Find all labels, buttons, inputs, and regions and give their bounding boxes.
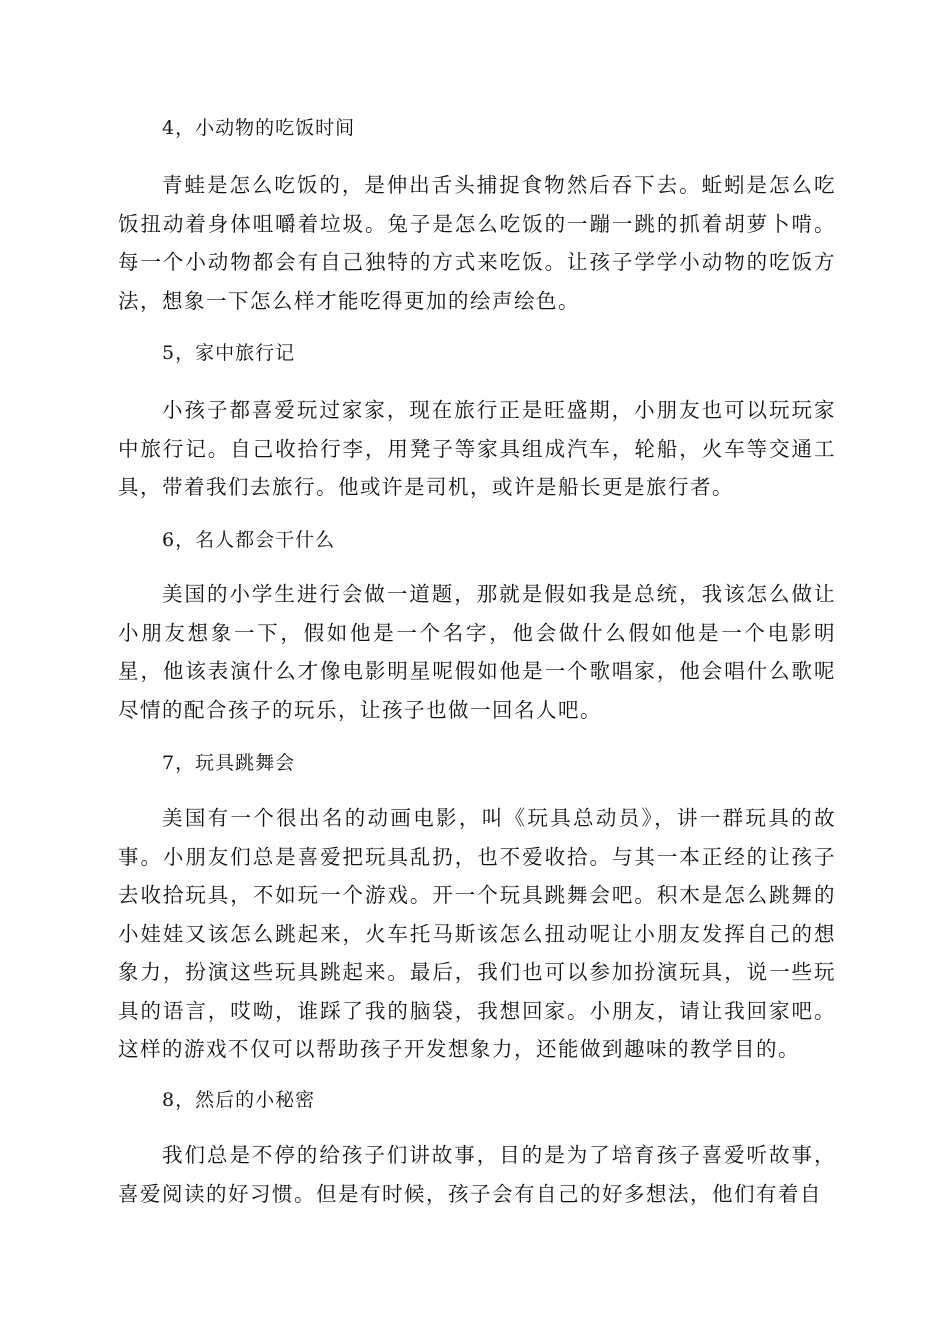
section-heading-7: 7，玩具跳舞会 — [162, 752, 296, 774]
section-body-6: 美国的小学生进行会做一道题，那就是假如我是总统，我该怎么做让小朋友想象一下，假如他是一个名字，他会做什么假如他是一个电影明星，他该表演什么才像电影明星呢假如他是一个歌唱家，他会唱什么歌呢尽情的配合孩子的玩乐，让孩子也做一回名人吧。 — [118, 582, 836, 722]
section-heading-8: 8，然后的小秘密 — [162, 1089, 316, 1111]
section-heading-4: 4，小动物的吃饭时间 — [162, 117, 356, 139]
section-heading-5: 5，家中旅行记 — [162, 342, 296, 364]
section-body-5: 小孩子都喜爱玩过家家，现在旅行正是旺盛期，小朋友也可以玩玩家中旅行记。自己收拾行李，用凳子等家具组成汽车，轮船，火车等交通工具，带着我们去旅行。他或许是司机，或许是船长更是旅行者。 — [118, 398, 836, 499]
section-body-7: 美国有一个很出名的动画电影，叫《玩具总动员》，讲一群玩具的故事。小朋友们总是喜爱把玩具乱扔，也不爱收拾。与其一本正经的让孩子去收拾玩具，不如玩一个游戏。开一个玩具跳舞会吧。积木是怎么跳舞的小娃娃又该怎么跳起来，火车托马斯该怎么扭动呢让小朋友发挥自己的想象力，扮演这些玩具跳起来。最后，我们也可以参加扮演玩具，说一些玩具的语言，哎呦，谁踩了我的脑袋，我想回家。小朋友，请让我回家吧。这样的游戏不仅可以帮助孩子开发想象力，还能做到趣味的教学目的。 — [118, 806, 836, 1061]
section-heading-6: 6，名人都会干什么 — [162, 529, 336, 551]
section-body-4: 青蛙是怎么吃饭的，是伸出舌头捕捉食物然后吞下去。蚯蚓是怎么吃饭扭动着身体咀嚼着垃圾。兔子是怎么吃饭的一蹦一跳的抓着胡萝卜啃。每一个小动物都会有自己独特的方式来吃饭。让孩子学学小动物的吃饭方法，想象一下怎么样才能吃得更加的绘声绘色。 — [118, 173, 836, 313]
section-body-8: 我们总是不停的给孩子们讲故事，目的是为了培育孩子喜爱听故事，喜爱阅读的好习惯。但是有时候，孩子会有自己的好多想法，他们有着自 — [118, 1143, 836, 1206]
